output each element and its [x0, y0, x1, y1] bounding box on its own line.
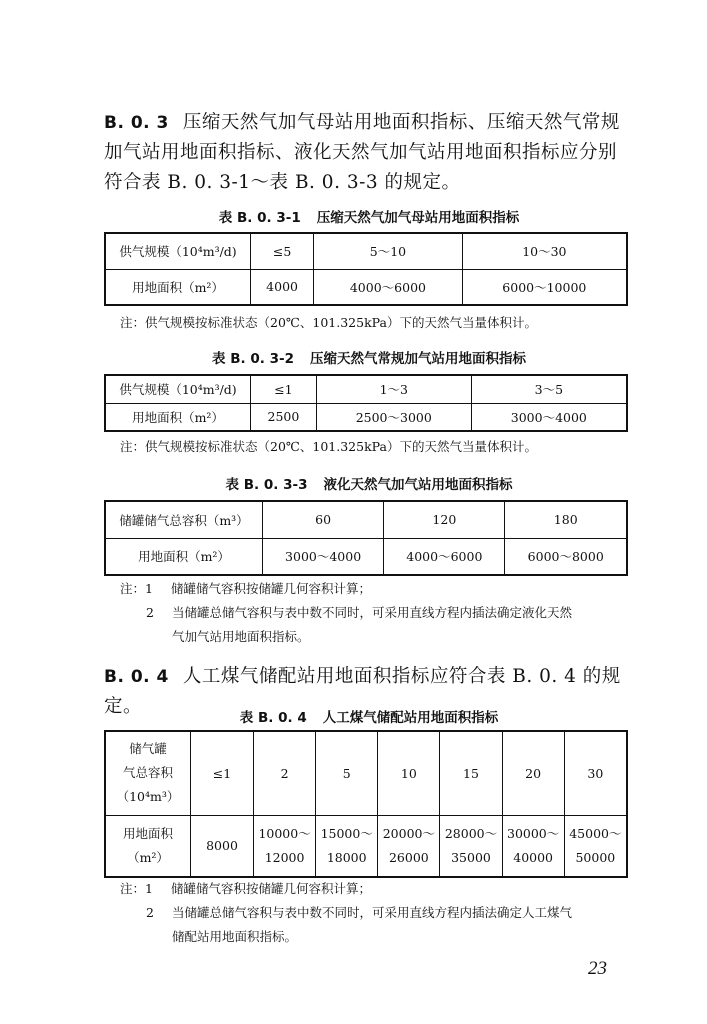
header-line: （m²） — [127, 849, 169, 865]
table-note-2 — [146, 602, 572, 624]
table-cell: 60 — [263, 501, 384, 538]
note-text-cont: 储配站用地面积指标。 — [172, 929, 298, 944]
cell-line: 12000 — [264, 849, 305, 865]
table-number: 表 B. 0. 4 — [239, 710, 307, 726]
table-cell: 1～3 — [316, 375, 471, 403]
note-text-cont: 气加气站用地面积指标。 — [172, 629, 310, 644]
note-prefix: 注：1 — [120, 881, 153, 896]
table-cell: 2500～3000 — [316, 403, 471, 431]
table-cell: 6000～8000 — [505, 538, 627, 575]
cell-line: 45000～ — [569, 825, 622, 841]
header-line: 储气罐 — [129, 741, 167, 757]
table-cell: ≤1 — [191, 731, 254, 815]
table-cell: 30 — [564, 731, 627, 815]
table-cell: 10 — [378, 731, 440, 815]
table-cell — [564, 815, 627, 877]
table-caption-3 — [104, 473, 634, 493]
table-title: 压缩天然气常规加气站用地面积指标 — [309, 351, 526, 367]
table-note-2 — [146, 902, 572, 924]
table-cell: 8000 — [191, 815, 254, 877]
paragraph-b03 — [104, 108, 634, 198]
table-number: 表 B. 0. 3-3 — [225, 477, 308, 493]
cell-line: 40000 — [513, 849, 554, 865]
header-line: （10⁴m³） — [116, 789, 180, 805]
clause-text: 人工煤气储配站用地面积指标应符合表 B. 0. 4 的规定。 — [104, 666, 621, 717]
table-1 — [104, 232, 628, 306]
note-prefix: 注：1 — [120, 581, 153, 596]
row-header — [105, 815, 191, 877]
table-note: 注：供气规模按标准状态（20℃、101.325kPa）下的天然气当量体积计。 — [120, 439, 537, 454]
note-prefix: 2 — [146, 905, 154, 920]
table-caption-1 — [104, 206, 634, 226]
table-cell: 2 — [254, 731, 316, 815]
note-text: 储罐储气容积按储罐几何容积计算； — [170, 581, 371, 596]
table-cell: 5 — [316, 731, 378, 815]
table-cell: 3000～4000 — [263, 538, 384, 575]
note-text: 当储罐总储气容积与表中数不同时，可采用直线方程内插法确定人工煤气 — [171, 905, 572, 920]
table-cell — [316, 815, 378, 877]
table-cell: 2500 — [251, 403, 317, 431]
table-number: 表 B. 0. 3-1 — [218, 210, 301, 226]
clause-text: 压缩天然气加气母站用地面积指标、压缩天然气常规加气站用地面积指标、液化天然气加气站用地面积指标应分别符合表 B. 0. 3-1～表 B. 0. 3-3 的规定。 — [104, 112, 620, 193]
table-note-1 — [120, 878, 371, 900]
cell-line: 10000～ — [258, 825, 311, 841]
cell-line: 28000～ — [444, 825, 498, 841]
table-caption-2 — [104, 347, 634, 367]
row-header: 用地面积（m²） — [105, 269, 251, 305]
note-prefix: 2 — [146, 605, 154, 620]
clause-number: B. 0. 4 — [104, 667, 169, 687]
table-cell: 4000～6000 — [314, 269, 463, 305]
row-header — [105, 731, 191, 815]
table-title: 液化天然气加气站用地面积指标 — [323, 477, 513, 493]
row-header: 供气规模（10⁴m³/d) — [105, 375, 251, 403]
cell-line: 35000 — [451, 849, 491, 865]
table-cell: 4000 — [251, 269, 314, 305]
note-text: 当储罐总储气容积与表中数不同时，可采用直线方程内插法确定液化天然 — [171, 605, 572, 620]
table-cell — [440, 815, 502, 877]
header-line: 气总容积 — [122, 765, 173, 781]
table-number: 表 B. 0. 3-2 — [212, 351, 294, 367]
cell-line: 15000～ — [320, 825, 373, 841]
table-cell: ≤1 — [251, 375, 317, 403]
table-note-1 — [120, 578, 371, 600]
row-header: 储罐储气总容积（m³） — [105, 501, 263, 538]
cell-line: 20000～ — [382, 825, 435, 841]
table-cell: 5～10 — [314, 233, 463, 269]
table-cell — [254, 815, 316, 877]
table-note: 注：供气规模按标准状态（20℃、101.325kPa）下的天然气当量体积计。 — [120, 315, 537, 330]
table-cell: 3～5 — [471, 375, 627, 403]
table-3 — [104, 500, 628, 576]
table-cell: 6000～10000 — [462, 269, 627, 305]
row-header: 用地面积（m²） — [105, 538, 263, 575]
table-caption-4 — [104, 706, 634, 726]
table-4 — [104, 730, 628, 878]
table-title: 人工煤气储配站用地面积指标 — [322, 710, 499, 726]
page-number: 23 — [588, 958, 607, 979]
table-title: 压缩天然气加气母站用地面积指标 — [316, 210, 520, 226]
table-2 — [104, 374, 628, 432]
table-cell: 20 — [502, 731, 564, 815]
cell-line: 18000 — [326, 849, 367, 865]
clause-number: B. 0. 3 — [104, 113, 169, 133]
table-cell: 10～30 — [462, 233, 627, 269]
cell-line: 50000 — [575, 849, 616, 865]
table-cell: 15 — [440, 731, 502, 815]
table-cell: 4000～6000 — [384, 538, 505, 575]
table-cell: 180 — [505, 501, 627, 538]
row-header: 用地面积（m²） — [105, 403, 251, 431]
table-cell — [378, 815, 440, 877]
table-cell: 3000～4000 — [471, 403, 627, 431]
header-line: 用地面积 — [122, 825, 173, 841]
cell-line: 26000 — [388, 849, 429, 865]
table-cell: 120 — [384, 501, 505, 538]
row-header: 供气规模（10⁴m³/d) — [105, 233, 251, 269]
table-cell: ≤5 — [251, 233, 314, 269]
note-text: 储罐储气容积按储罐几何容积计算； — [170, 881, 371, 896]
table-cell — [502, 815, 564, 877]
cell-line: 30000～ — [507, 825, 560, 841]
